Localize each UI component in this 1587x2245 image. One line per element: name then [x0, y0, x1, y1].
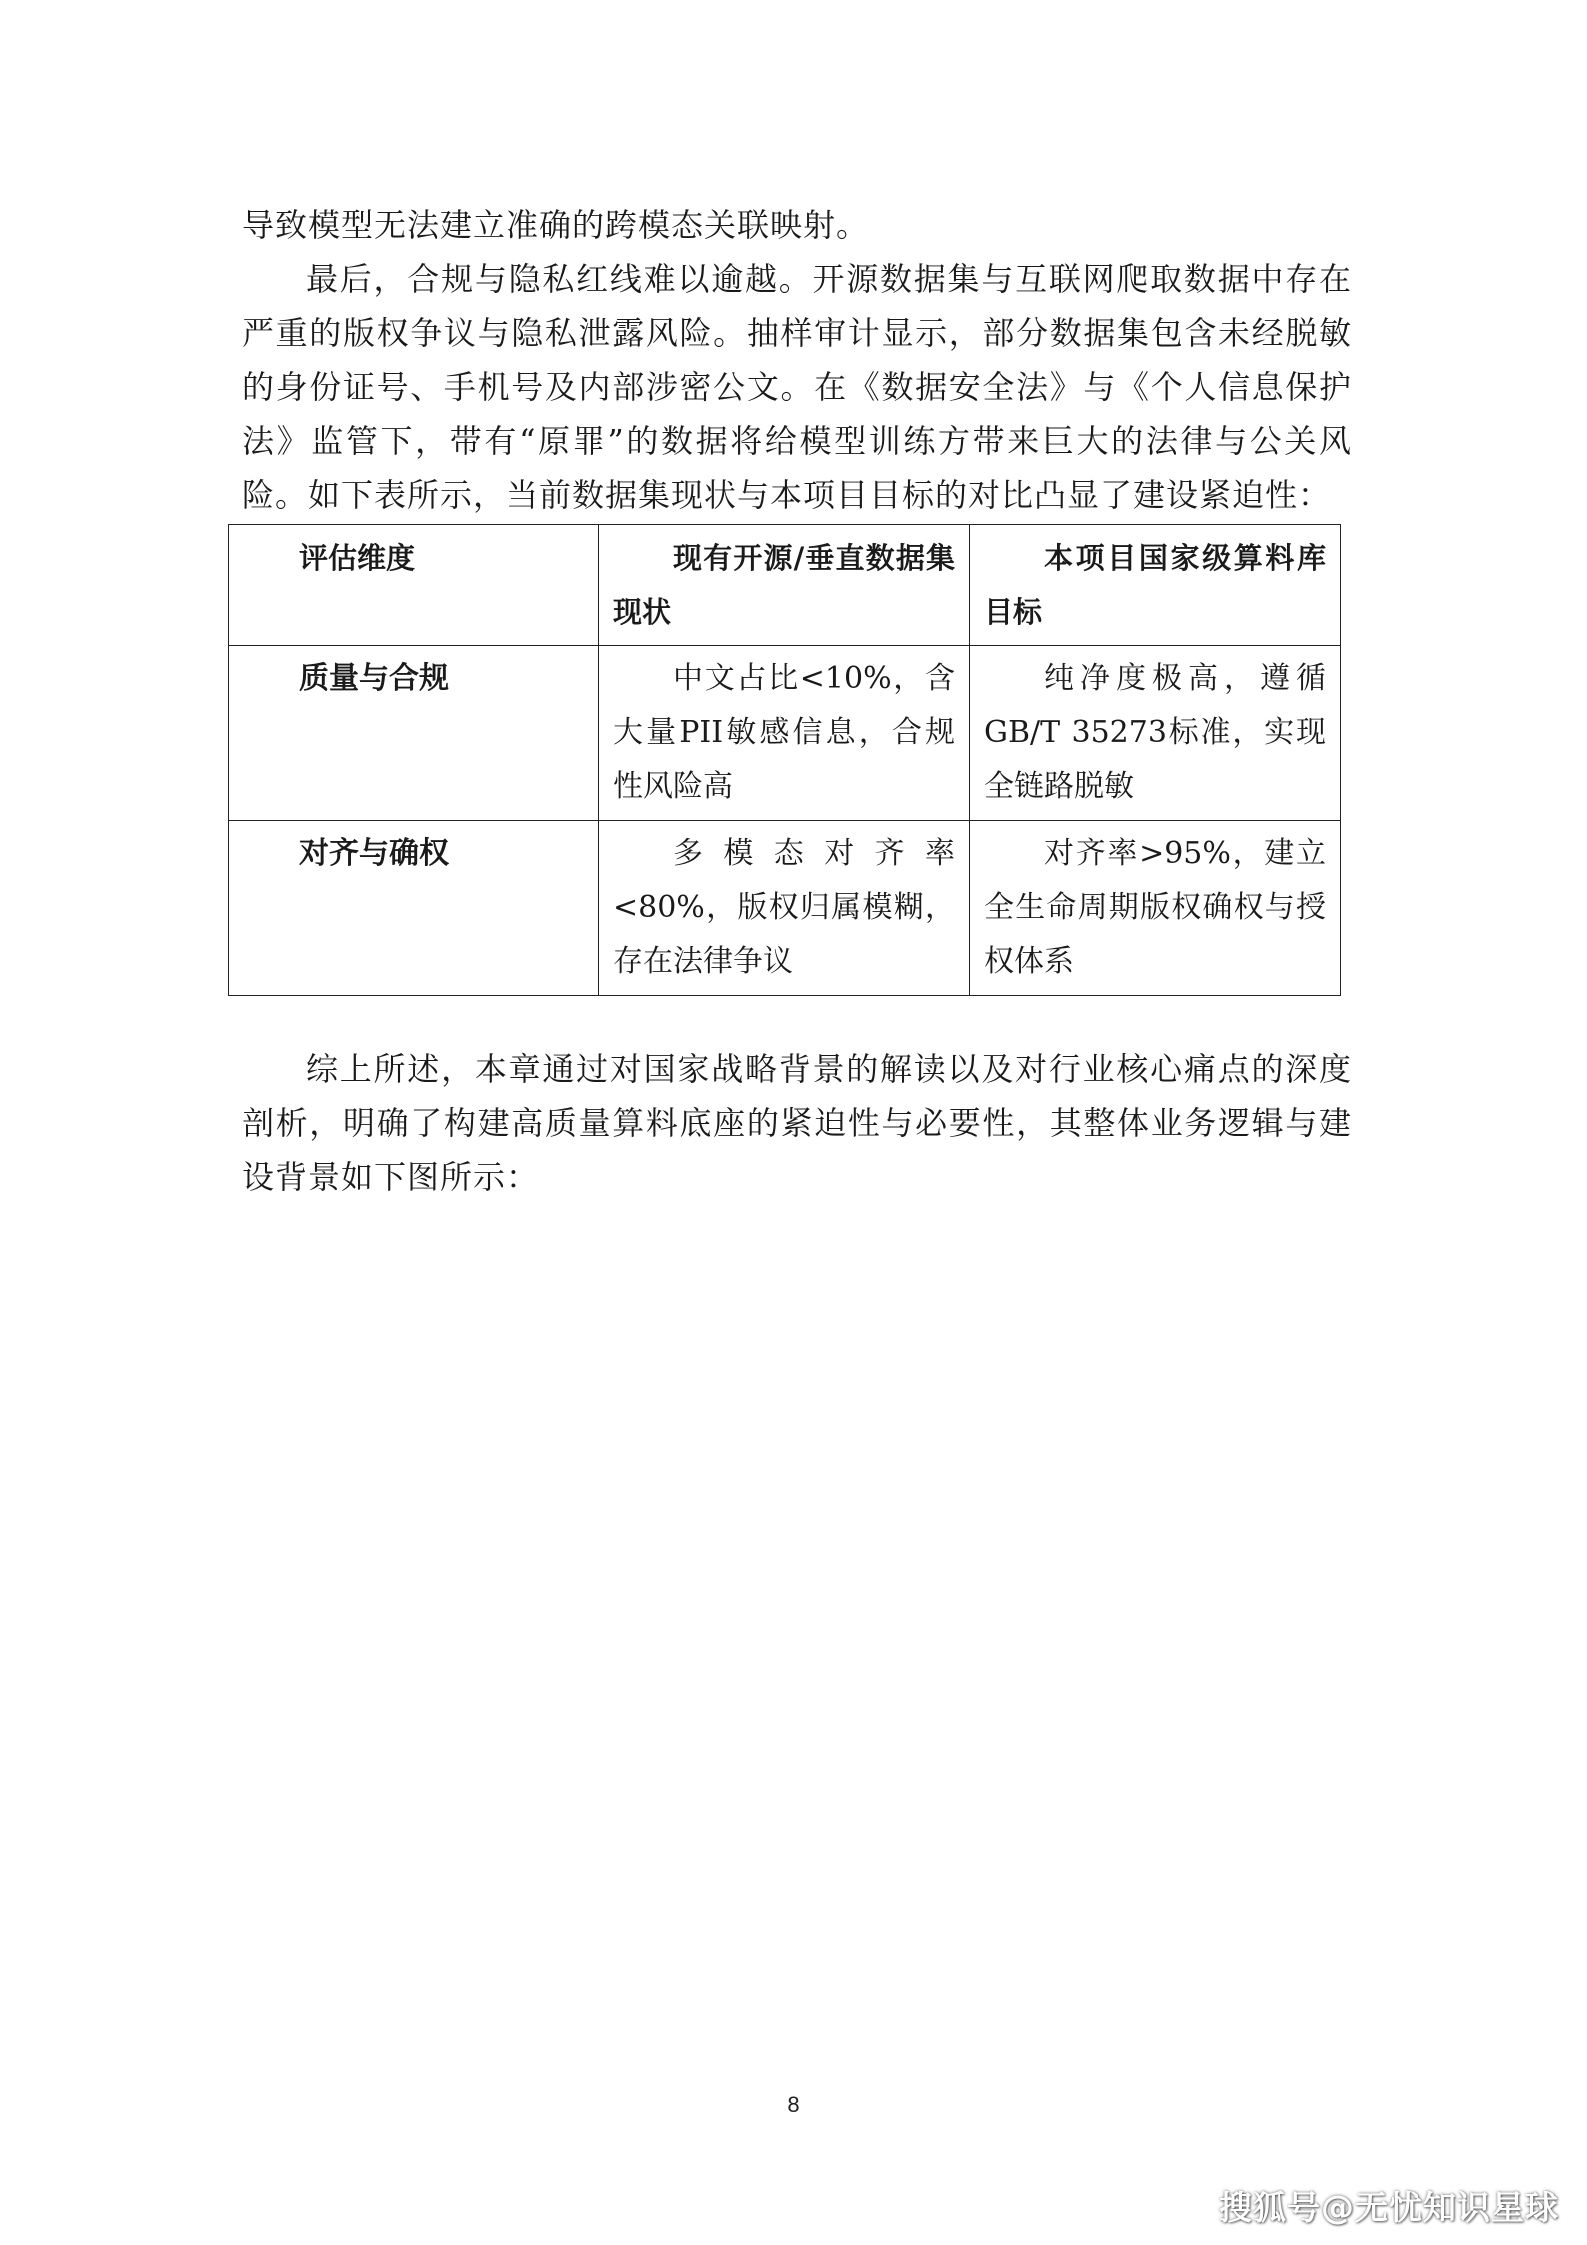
table-row: [229, 646, 1341, 821]
header-dimension: 评估维度: [229, 525, 599, 646]
page-body: [242, 198, 1352, 1204]
page-number: 8: [787, 2092, 800, 2117]
row-current-status: 中文占比<10%，含大量PII敏感信息，合规性风险高: [599, 646, 970, 821]
paragraph-continuation: 导致模型无法建立准确的跨模态关联映射。: [242, 206, 870, 244]
header-current-status: 现有开源/垂直数据集现状: [599, 525, 970, 646]
comparison-table: [228, 524, 1341, 996]
row-project-target: 纯净度极高，遵循GB/T 35273标准，实现全链路脱敏: [970, 646, 1341, 821]
row-dimension: 对齐与确权: [229, 821, 599, 996]
spacer: [242, 996, 1352, 1042]
watermark: 搜狐号@无忧知识星球: [1219, 2188, 1559, 2227]
row-project-target: 对齐率>95%，建立全生命周期版权确权与授权体系: [970, 821, 1341, 996]
row-dimension: 质量与合规: [229, 646, 599, 821]
table-header-row: [229, 525, 1341, 646]
paragraph-summary: 综上所述，本章通过对国家战略背景的解读以及对行业核心痛点的深度剖析，明确了构建高质量算料底座的紧迫性与必要性，其整体业务逻辑与建设背景如下图所示：: [242, 1050, 1352, 1196]
row-current-status: 多模态对齐率<80%，版权归属模糊，存在法律争议: [599, 821, 970, 996]
header-project-target: 本项目国家级算料库目标: [970, 525, 1341, 646]
table-row: [229, 821, 1341, 996]
paragraph-compliance: 最后，合规与隐私红线难以逾越。开源数据集与互联网爬取数据中存在严重的版权争议与隐私泄露风险。抽样审计显示，部分数据集包含未经脱敏的身份证号、手机号及内部涉密公文。在《数据安全法》与《个人信息保护法》监管下，带有“原罪”的数据将给模型训练方带来巨大的法律与公关风险。如下表所示，当前数据集现状与本项目目标的对比凸显了建设紧迫性：: [242, 260, 1352, 514]
